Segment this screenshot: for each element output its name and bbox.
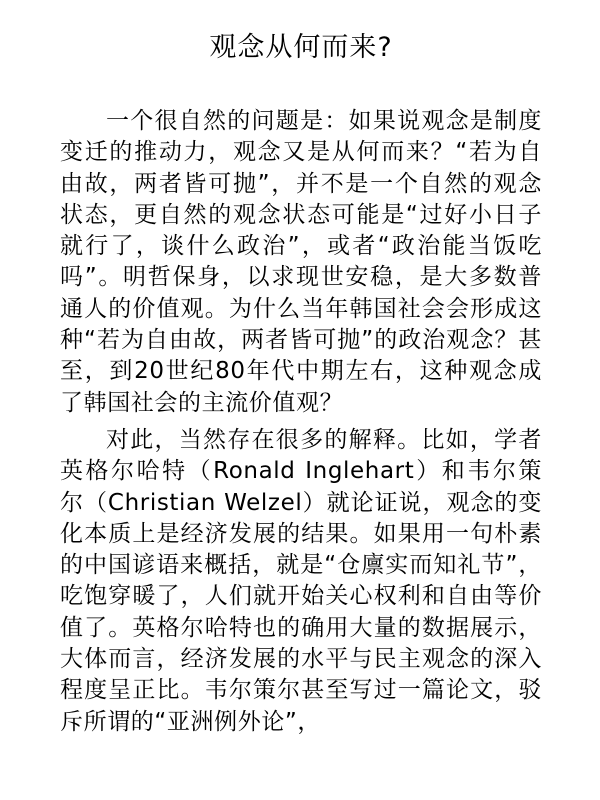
page-title: 观念从何而来?	[209, 32, 393, 63]
body-paragraph: 一个很自然的问题是：如果说观念是制度变迁的推动力，观念又是从何而来？“若为自由故，两者皆可抛”，并不是一个自然的观念状态，更自然的观念状态可能是“过好小日子就行了，谈什么政治”，或者“政治能当饭吃吗”。明哲保身，以求现世安稳，是大多数普通人的价值观。为什么当年韩国社会会形成这种“若为自由故，两者皆可抛”的政治观念？甚至，到20世纪80年代中期左右，这种观念成了韩国社会的主流价值观？	[60, 108, 542, 416]
body-paragraph: 对此，当然存在很多的解释。比如，学者英格尔哈特（Ronald Inglehart）和韦尔策尔（Christian Welzel）就论证说，观念的变化本质上是经济发展的结果。如果用一句朴素的中国谚语来概括，就是“仓廪实而知礼节”，吃饱穿暖了，人们就开始关心权利和自由等价值了。英格尔哈特也的确用大量的数据展示，大体而言，经济发展的水平与民主观念的深入程度呈正比。韦尔策尔甚至写过一篇论文，驳斥所谓的“亚洲例外论”，	[60, 426, 542, 735]
document-page	[60, 28, 542, 788]
